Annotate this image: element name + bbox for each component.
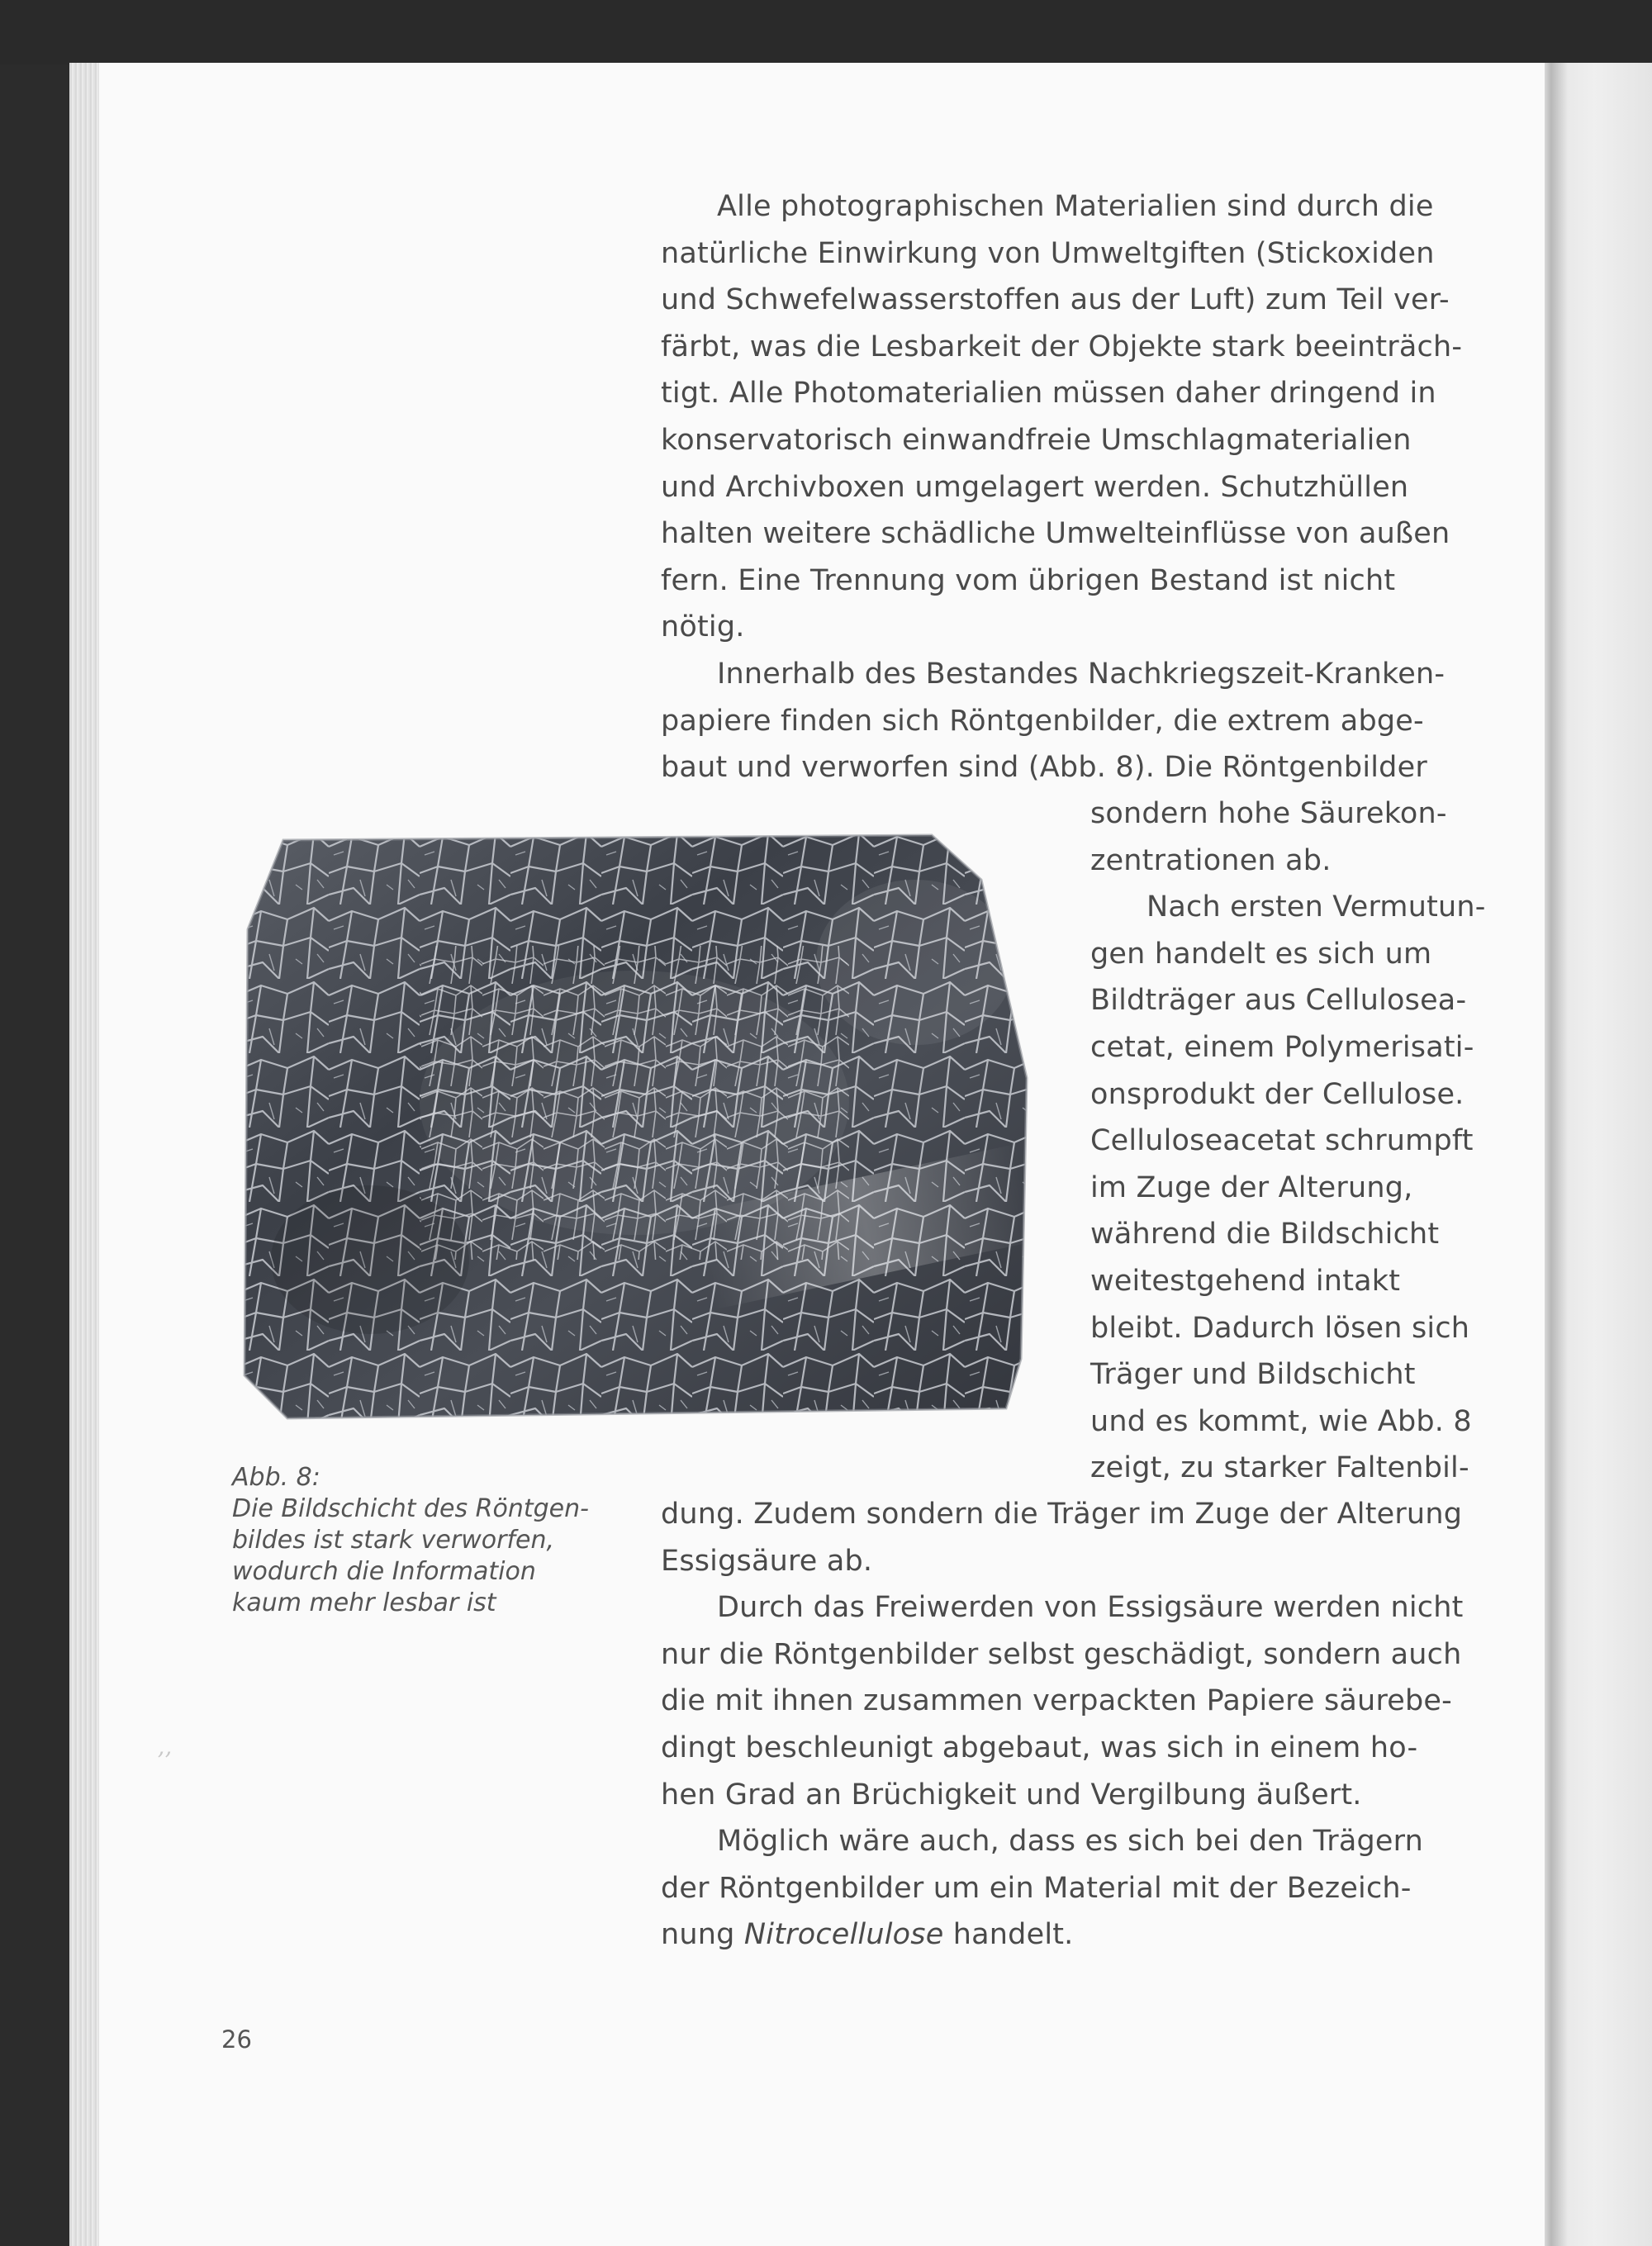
body-text-bottom	[661, 1491, 1464, 1959]
text-fragment: nung	[661, 1918, 744, 1952]
text-line: hen Grad an Brüchigkeit und Vergilbung äußert.	[661, 1778, 1362, 1812]
text-line: papiere finden sich Röntgenbilder, die extrem abge-	[661, 704, 1424, 738]
text-line: zentrationen ab.	[1090, 843, 1332, 877]
text-line: zeigt, zu starker Faltenbil-	[1090, 1451, 1469, 1485]
text-line: Bildträger aus Cellulosea-	[1090, 984, 1467, 1018]
text-line: die mit ihnen zusammen verpackten Papiere säurebe-	[661, 1684, 1452, 1718]
text-line: fern. Eine Trennung vom übrigen Bestand ist nicht	[661, 563, 1396, 597]
text-line: Möglich wäre auch, dass es sich bei den Trägern	[717, 1825, 1423, 1859]
text-line: halten weitere schädliche Umwelteinflüsse von außen	[661, 517, 1450, 551]
caption-line: wodurch die Information	[232, 1557, 536, 1586]
text-line: natürliche Einwirkung von Umweltgiften (Stickoxiden	[661, 236, 1435, 270]
figure-caption	[232, 1462, 589, 1619]
book-gutter	[1545, 63, 1652, 2246]
text-line: und Archivboxen umgelagert werden. Schutzhüllen	[661, 470, 1409, 504]
text-line: Alle photographischen Materialien sind durch die	[717, 190, 1434, 223]
text-line: weitestgehend intakt	[1090, 1264, 1401, 1298]
text-line: baut und verworfen sind (Abb. 8). Die Röntgenbilder	[661, 751, 1427, 785]
page-number: 26	[221, 2025, 252, 2054]
text-line: bleibt. Dadurch lösen sich	[1090, 1311, 1470, 1345]
text-line: im Zuge der Alterung,	[1090, 1170, 1413, 1204]
text-line: dingt beschleunigt abgebaut, was sich in einem ho-	[661, 1731, 1418, 1764]
text-line: Durch das Freiwerden von Essigsäure werden nicht	[717, 1591, 1464, 1625]
text-fragment: handelt.	[943, 1918, 1074, 1952]
text-line: sondern hohe Säurekon-	[1090, 797, 1447, 830]
text-line: nur die Röntgenbilder selbst geschädigt, sondern auch	[661, 1637, 1462, 1671]
text-line: färbt, was die Lesbarkeit der Objekte stark beeinträch-	[661, 330, 1463, 363]
text-line-last	[661, 1911, 1464, 1959]
text-line: cetat, einem Polymerisati-	[1090, 1030, 1474, 1064]
pencil-mark-icon: ’’	[157, 1747, 172, 1774]
text-line: während die Bildschicht	[1090, 1218, 1440, 1251]
scan-background-top	[0, 0, 1652, 64]
text-line: dung. Zudem sondern die Träger im Zuge der Alterung	[661, 1498, 1463, 1531]
text-line: Nach ersten Vermutun-	[1146, 890, 1486, 924]
page-edge-stack	[69, 63, 99, 2246]
text-line: Celluloseacetat schrumpft	[1090, 1124, 1474, 1158]
caption-line: Die Bildschicht des Röntgen-	[232, 1494, 589, 1523]
text-line: Essigsäure ab.	[661, 1544, 873, 1578]
body-text-side-column	[1090, 791, 1486, 1492]
text-line: und Schwefelwasserstoffen aus der Luft) zum Teil ver-	[661, 283, 1450, 317]
text-line: der Röntgenbilder um ein Material mit der Bezeich-	[661, 1871, 1412, 1905]
text-line: konservatorisch einwandfreie Umschlagmaterialien	[661, 423, 1412, 457]
text-line: tigt. Alle Photomaterialien müssen daher dringend in	[661, 377, 1436, 411]
text-line: Träger und Bildschicht	[1090, 1358, 1416, 1392]
text-line: onsprodukt der Cellulose.	[1090, 1077, 1464, 1111]
text-line: nötig.	[661, 610, 745, 644]
text-line: Innerhalb des Bestandes Nachkriegszeit-Kranken-	[717, 657, 1446, 691]
text-line: gen handelt es sich um	[1090, 937, 1432, 971]
crackled-xray-film-photo	[238, 830, 1031, 1422]
text-line: und es kommt, wie Abb. 8	[1090, 1404, 1472, 1438]
caption-line: bildes ist stark verworfen,	[232, 1526, 554, 1555]
body-text-top	[661, 183, 1462, 791]
figure-label: Abb. 8:	[232, 1463, 320, 1492]
italic-term: Nitrocellulose	[743, 1918, 944, 1952]
caption-line: kaum mehr lesbar ist	[232, 1588, 496, 1617]
